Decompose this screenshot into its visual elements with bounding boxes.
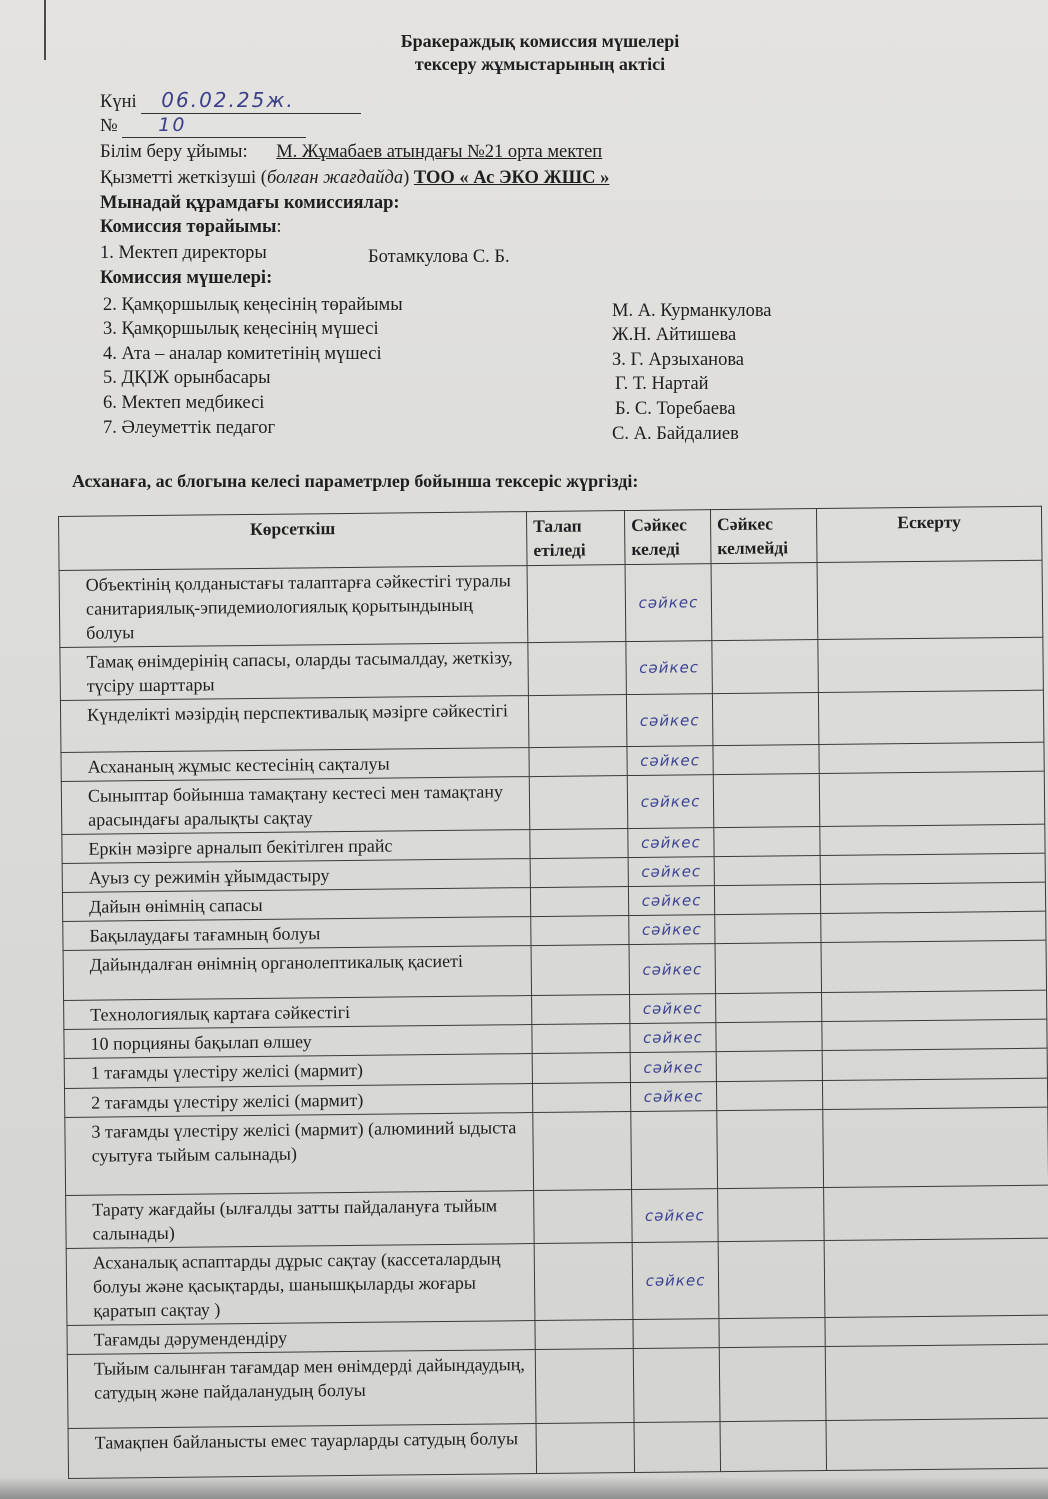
- member-role: 7. Әлеуметтік педагог: [103, 418, 276, 438]
- required-cell: [531, 945, 630, 996]
- chair-heading: Комиссия төрайымы: [100, 217, 277, 237]
- noncompliant-cell: [714, 885, 820, 915]
- compliant-cell: сәйкес: [626, 694, 713, 747]
- compliant-cell: сәйкес: [627, 746, 713, 776]
- compliant-cell: сәйкес: [630, 1082, 716, 1112]
- note-cell: [818, 690, 1044, 744]
- page-bottom-shadow: [0, 1477, 1048, 1499]
- table-body: [59, 560, 1048, 1478]
- required-cell: [532, 1024, 630, 1054]
- organization-line: [100, 142, 608, 163]
- chair-role: 1. Мектеп директоры: [100, 243, 267, 263]
- note-cell: [822, 1019, 1047, 1050]
- section-title: Асханаға, ас блогына келесі параметрлер бойынша тексеріс жүргізді:: [72, 471, 639, 491]
- note-cell: [823, 1107, 1048, 1187]
- date-line: [100, 88, 361, 114]
- required-cell: [532, 995, 630, 1025]
- members-heading-line: [100, 268, 272, 289]
- document-title: [250, 30, 830, 76]
- required-cell: [535, 1349, 634, 1424]
- note-cell: [817, 560, 1043, 639]
- supplier-note: болған жағдайда: [266, 168, 404, 188]
- indicator-cell: Асханалық аспаптарды дұрыс сақтау (кассеталардың болуы және қасықтарды, шанышқыларды жоғары қаратып сақтау ): [66, 1244, 535, 1326]
- note-cell: [821, 940, 1047, 992]
- member-role: 2. Қамқоршылық кеңесінің төрайымы: [103, 295, 403, 315]
- required-cell: [528, 642, 627, 696]
- noncompliant-cell: [714, 856, 820, 886]
- supplier-value: ТОО « Ас ЭКО ЖШС »: [413, 168, 610, 188]
- indicator-cell: Асхананың жұмыс кестесінің сақталуы: [61, 748, 529, 782]
- noncompliant-cell: [717, 1110, 824, 1189]
- compliant-cell: сәйкес: [632, 1189, 719, 1243]
- date-value: 06.02.25ж.: [161, 88, 295, 112]
- chair-heading-line: [100, 217, 282, 238]
- compliant-cell: сәйкес: [630, 1023, 716, 1053]
- compliant-cell: сәйкес: [626, 641, 713, 695]
- supplier-label: Қызметті жеткізуші (: [100, 168, 267, 188]
- noncompliant-cell: [715, 943, 822, 994]
- noncompliant-cell: [716, 1081, 822, 1111]
- required-cell: [532, 1053, 630, 1084]
- noncompliant-cell: [716, 1051, 822, 1082]
- compliant-cell: сәйкес: [628, 886, 714, 916]
- title-line-2: тексеру жұмыстарының актісі: [414, 54, 666, 74]
- compliant-cell: сәйкес: [625, 564, 712, 642]
- note-cell: [825, 1315, 1048, 1346]
- compliant-cell: [631, 1111, 718, 1190]
- indicator-cell: Еркін мәзірге арналып бекітілген прайс: [62, 830, 530, 864]
- noncompliant-cell: [713, 745, 819, 775]
- indicator-cell: Сыныптар бойынша тамақтану кестесі мен тамақтану арасындағы аралықты сақтау: [61, 777, 530, 835]
- note-cell: [819, 742, 1044, 773]
- date-label: Күні: [100, 92, 137, 112]
- note-cell: [820, 853, 1045, 884]
- required-cell: [530, 858, 628, 888]
- members-heading: Комиссия мүшелері:: [100, 268, 273, 288]
- member-name: М. А. Курманкулова: [612, 301, 772, 321]
- note-cell: [824, 1238, 1048, 1317]
- table-row: [65, 1107, 1048, 1195]
- member-role: 3. Қамқоршылық кеңесінің мүшесі: [103, 319, 379, 339]
- compliant-cell: [634, 1422, 721, 1473]
- indicator-cell: 2 тағамды үлестіру желісі (мармит): [64, 1084, 532, 1118]
- header-note: Ескерту: [816, 506, 1042, 562]
- noncompliant-cell: [716, 993, 822, 1023]
- required-cell: [531, 916, 629, 946]
- required-cell: [528, 695, 627, 748]
- organization-value: М. Жұмабаев атындағы №21 орта мектеп: [276, 142, 603, 162]
- member-role: 6. Мектеп медбикесі: [103, 393, 265, 413]
- number-label: №: [100, 116, 118, 136]
- table-row: [66, 1238, 1048, 1325]
- number-line: [100, 114, 306, 138]
- compliant-cell: сәйкес: [628, 828, 714, 858]
- commission-heading-line: [100, 193, 400, 214]
- member-name: Г. Т. Нартай: [615, 374, 709, 394]
- header-compliant: Сәйкес келеді: [624, 510, 711, 565]
- indicator-cell: Дайындалған өнімнің органолептикалық қасиеті: [63, 946, 531, 1001]
- compliant-cell: сәйкес: [629, 915, 715, 945]
- indicator-cell: Тыйым салынған тағамдар мен өнімдерді дайындаудың, сатудың және пайдаланудың болуы: [67, 1350, 536, 1429]
- inspection-table: [58, 506, 1048, 1479]
- required-cell: [530, 829, 628, 859]
- note-cell: [821, 911, 1046, 942]
- indicator-cell: Технологиялық картаға сәйкестігі: [64, 996, 532, 1030]
- indicator-cell: 3 тағамды үлестіру желісі (мармит) (алюминий ыдыста суытуға тыйым салынады): [65, 1113, 534, 1196]
- noncompliant-cell: [712, 693, 819, 746]
- required-cell: [527, 565, 626, 643]
- compliant-cell: сәйкес: [627, 775, 714, 829]
- member-name: С. А. Байдалиев: [612, 424, 739, 444]
- required-cell: [534, 1190, 633, 1244]
- member-role: 5. ДҚІЖ орынбасары: [103, 368, 271, 388]
- required-cell: [529, 747, 627, 777]
- note-cell: [822, 990, 1047, 1021]
- indicator-cell: Дайын өнімнің сапасы: [62, 888, 530, 922]
- date-field: [141, 88, 361, 114]
- note-cell: [824, 1185, 1048, 1240]
- header-required: Талап етіледі: [526, 511, 625, 566]
- table-row: [67, 1344, 1048, 1428]
- header-noncompliant: Сәйкес келмейді: [710, 509, 817, 564]
- note-cell: [825, 1344, 1048, 1420]
- indicator-cell: Ауыз су режимін ұйымдастыру: [62, 859, 530, 893]
- note-cell: [819, 771, 1045, 826]
- number-field: [122, 114, 306, 138]
- noncompliant-cell: [716, 1022, 822, 1052]
- required-cell: [532, 1083, 630, 1113]
- compliant-cell: [633, 1319, 719, 1349]
- indicator-cell: Тамақ өнімдерінің сапасы, оларды тасымалдау, жеткізу, түсіру шарттары: [60, 643, 529, 701]
- header-indicator: Көрсеткіш: [59, 512, 528, 571]
- note-cell: [822, 1078, 1047, 1109]
- note-cell: [820, 882, 1045, 913]
- indicator-cell: Тарату жағдайы (ылғалды затты пайдалануға тыйым салынады): [66, 1191, 535, 1249]
- noncompliant-cell: [718, 1188, 825, 1242]
- noncompliant-cell: [718, 1241, 825, 1319]
- indicator-cell: Тағамды дәрумендендіру: [67, 1321, 535, 1355]
- noncompliant-cell: [711, 563, 818, 641]
- number-value: 10: [158, 114, 187, 136]
- required-cell: [533, 1112, 632, 1191]
- supplier-close: ): [403, 168, 410, 188]
- organization-label: Білім беру ұйымы:: [100, 142, 248, 162]
- title-line-1: Бракераждық комиссия мүшелері: [400, 31, 680, 51]
- compliant-cell: [633, 1348, 720, 1423]
- note-cell: [820, 824, 1045, 855]
- chair-line: [100, 243, 267, 264]
- chair-name-line: [368, 247, 510, 268]
- table-row: [68, 1418, 1048, 1478]
- supplier-line: [100, 168, 609, 189]
- required-cell: [530, 887, 628, 917]
- chair-heading-colon: :: [276, 217, 282, 237]
- required-cell: [529, 776, 628, 830]
- required-cell: [535, 1320, 633, 1350]
- compliant-cell: сәйкес: [630, 994, 716, 1024]
- indicator-cell: Күнделікті мәзірдің перспективалық мәзірге сәйкестігі: [60, 696, 529, 753]
- page-edge-line: [44, 0, 46, 60]
- member-name: Б. С. Торебаева: [615, 399, 736, 419]
- indicator-cell: 1 тағамды үлестіру желісі (мармит): [64, 1054, 532, 1089]
- required-cell: [534, 1243, 633, 1321]
- note-cell: [818, 637, 1044, 692]
- indicator-cell: Бақылаудағы тағамның болуы: [63, 917, 531, 951]
- member-name: Ж.Н. Айтишева: [612, 325, 737, 345]
- noncompliant-cell: [712, 640, 819, 694]
- required-cell: [536, 1423, 635, 1474]
- member-name: З. Г. Арзыханова: [612, 350, 745, 370]
- chair-name: Ботамкулова С. Б.: [368, 247, 510, 267]
- noncompliant-cell: [719, 1347, 826, 1422]
- indicator-cell: Объектінің қолданыстағы талаптарға сәйкестігі туралы санитариялық-эпидемиологиялық қорытындының болуы: [59, 566, 528, 648]
- member-role: 4. Ата – аналар комитетінің мүшесі: [103, 344, 382, 364]
- note-cell: [826, 1418, 1048, 1470]
- noncompliant-cell: [715, 914, 821, 944]
- compliant-cell: сәйкес: [628, 857, 714, 887]
- compliant-cell: сәйкес: [630, 1052, 716, 1083]
- noncompliant-cell: [720, 1421, 827, 1472]
- indicator-cell: Тамақпен байланысты емес тауарларды сатудың болуы: [68, 1424, 536, 1479]
- table-row: [59, 560, 1043, 647]
- noncompliant-cell: [714, 827, 820, 857]
- compliant-cell: сәйкес: [632, 1242, 719, 1320]
- noncompliant-cell: [713, 774, 820, 828]
- commission-heading: Мынадай құрамдағы комиссиялар:: [100, 193, 400, 213]
- compliant-cell: сәйкес: [629, 944, 716, 995]
- note-cell: [822, 1048, 1047, 1080]
- noncompliant-cell: [719, 1318, 825, 1348]
- indicator-cell: 10 порцияны бақылап өлшеу: [64, 1025, 532, 1059]
